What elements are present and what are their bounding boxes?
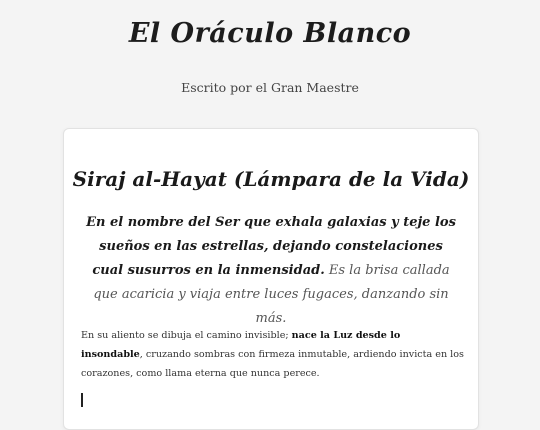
lead-calligraphy-text: En el nombre del Ser que exhala galaxias y teje los sueños en las estrellas, dejando constelaciones cual susurros en la inmensidad. — [86, 215, 456, 278]
article-title: Siraj al-Hayat (Lámpara de la Vida) — [72, 167, 470, 191]
lead-italic-text: Es la brisa callada que acaricia y viaja entre luces fugaces, danzando sin más. — [93, 263, 450, 326]
body-text-start: En su aliento se dibuja el camino invisible; — [81, 330, 292, 341]
site-subtitle: Escrito por el Gran Maestre — [181, 80, 359, 95]
site-title: El Oráculo Blanco — [128, 18, 412, 49]
article-lead — [86, 211, 456, 331]
article-card — [63, 128, 479, 430]
body-emphasis: nace la Luz desde lo insondable — [81, 330, 401, 360]
article-body — [81, 326, 465, 383]
body-text-end: , cruzando sombras con firmeza inmutable, ardiendo invicta en los corazones, como llama eterna que nunca perece. — [81, 349, 464, 379]
